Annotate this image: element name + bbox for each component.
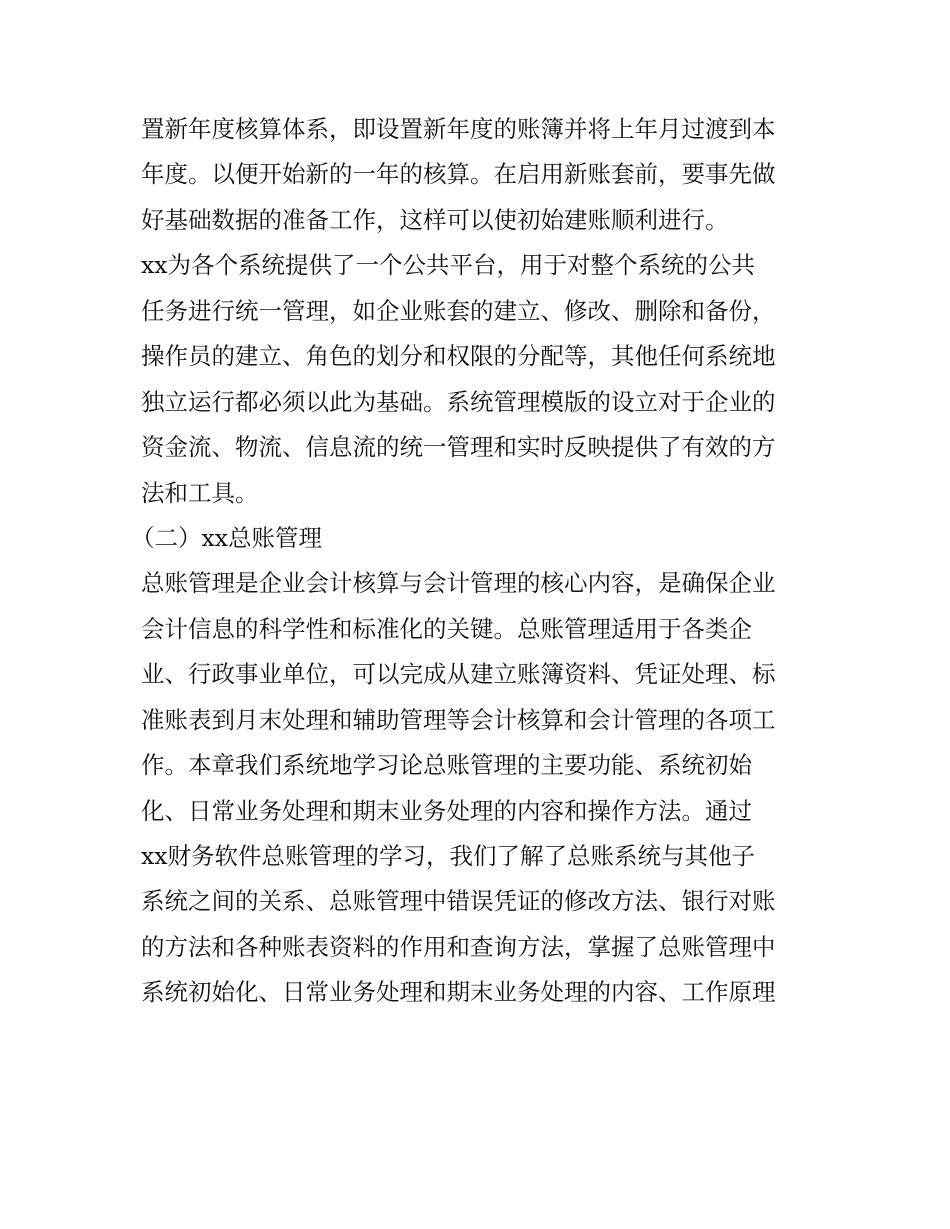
text-line: 化、日常业务处理和期末业务处理的内容和操作方法。通过 [141, 796, 752, 825]
text-line: 好基础数据的准备工作，这样可以使初始建账顺利进行。 [141, 205, 729, 234]
text-line: 置新年度核算体系，即设置新年度的账簿并将上年月过渡到本 [141, 115, 776, 143]
text-line: xx为各个系统提供了一个公共平台，用于对整个系统的公共 [141, 251, 756, 280]
text-line: 年度。以便开始新的一年的核算。在启用新账套前，要事先做 [141, 160, 776, 189]
text-line: 系统之间的关系、总账管理中错误凭证的修改方法、银行对账 [141, 887, 776, 916]
text-line: 独立运行都必须以此为基础。系统管理模版的设立对于企业的 [141, 387, 776, 416]
section-heading: （二）xx总账管理 [131, 523, 323, 552]
text-line: 系统初始化、日常业务处理和期末业务处理的内容、工作原理 [141, 978, 776, 1007]
text-line: 的方法和各种账表资料的作用和查询方法，掌握了总账管理中 [141, 932, 776, 961]
text-line: 任务进行统一管理，如企业账套的建立、修改、删除和备份， [141, 296, 776, 325]
text-line: 业、行政事业单位，可以完成从建立账簿资料、凭证处理、标 [141, 660, 776, 689]
text-line: xx财务软件总账管理的学习，我们了解了总账系统与其他子 [141, 842, 756, 870]
text-line: 操作员的建立、角色的划分和权限的分配等，其他任何系统地 [141, 342, 776, 371]
text-line: 会计信息的科学性和标准化的关键。总账管理适用于各类企 [141, 614, 752, 643]
text-line: 资金流、物流、信息流的统一管理和实时反映提供了有效的方 [141, 433, 776, 462]
text-line: 准账表到月末处理和辅助管理等会计核算和会计管理的各项工 [141, 705, 776, 734]
text-line: 总账管理是企业会计核算与会计管理的核心内容，是确保企业 [141, 569, 776, 598]
body-text [131, 107, 816, 1016]
text-line: 法和工具。 [141, 478, 259, 507]
text-line: 作。本章我们系统地学习论总账管理的主要功能、系统初始 [141, 751, 752, 780]
